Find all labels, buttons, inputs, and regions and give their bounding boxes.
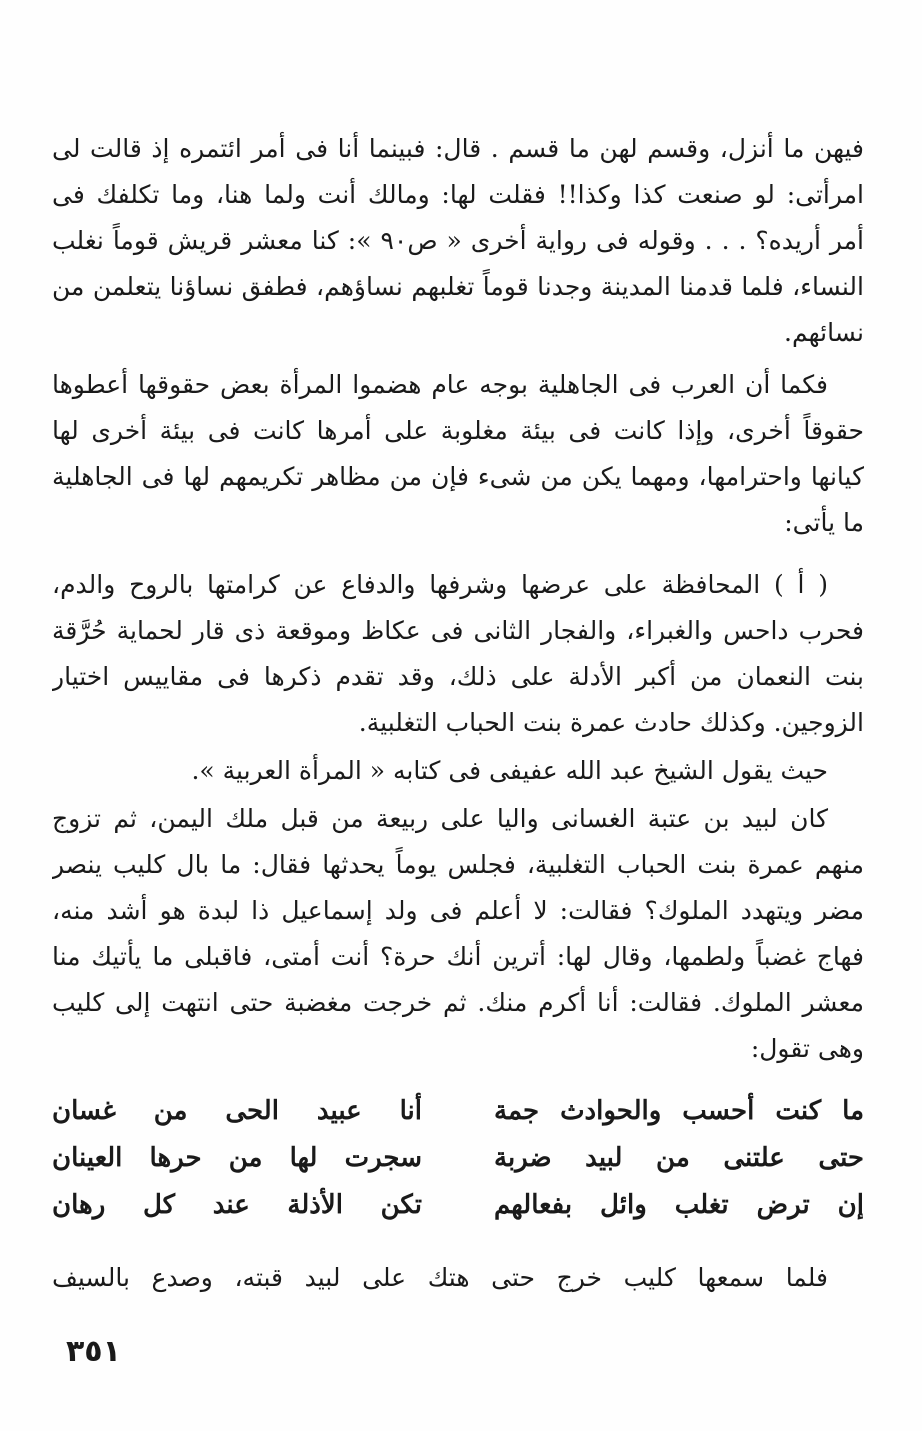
text-line: حيث يقول الشيخ عبد الله عفيفى فى كتابه « المرأة العربية ». [191,756,828,785]
poem-first-hemistich: إن ترض تغلب وائل بفعالهم [494,1190,864,1220]
text-line: فيهن ما أنزل، وقسم لهن ما قسم . قال: فبينما أنا فى أمر ائتمره إذ قالت لى [52,134,864,163]
closing-paragraph [52,1255,864,1301]
text-line: فلما سمعها كليب خرج حتى هتك على لبيد قبته، وصدع بالسيف [52,1263,828,1292]
paragraph-arabs-honor [52,362,864,546]
paragraph-umar-quote [52,126,864,356]
paragraph-point-a [52,562,864,746]
quote-introduction [52,748,864,794]
poem-second-hemistich: أنا عبيد الحى من غسان [52,1096,422,1126]
page-number: ٣٥١ [66,1334,121,1369]
poem-first-hemistich: حتى علتنى من لبيد ضربة [494,1143,864,1173]
text-line: كان لبيد بن عتبة الغسانى واليا على ربيعة من قبل ملك اليمن، ثم تزوج [52,804,828,833]
text-line: مضر ويتهدد الملوك؟ فقالت: لا أعلم فى ولد إسماعيل ذا لبدة هو أشد منه، [52,896,864,925]
text-line: الزوجين. وكذلك حادث عمرة بنت الحباب التغلبية. [358,708,864,737]
text-line: كيانها واحترامها، ومهما يكن من شىء فإن من مظاهر تكريمهم لها فى الجاهلية [52,462,864,491]
paragraph-story [52,796,864,1072]
text-line: فهاج غضباً ولطمها، وقال لها: أترين أنك حرة؟ أنت أمتى، فاقبلى ما يأتيك منا [52,942,864,971]
text-line: نسائهم. [784,318,864,347]
text-line: النساء، فلما قدمنا المدينة وجدنا قوماً تغلبهم نساؤهم، فطفق نساؤنا يتعلمن من [52,272,864,301]
poem-verse [52,1088,864,1135]
poem-verse [52,1182,864,1229]
text-line: أمر أريده؟ . . . وقوله فى رواية أخرى « ص٩٠ »: كنا معشر قريش قوماً نغلب [52,226,864,255]
text-line: حقوقاً أخرى، وإذا كانت فى بيئة مغلوبة على أمرها كانت فى بيئة أخرى لها [52,416,864,445]
poem-first-hemistich: ما كنت أحسب والحوادث جمة [494,1096,864,1126]
text-line: منهم عمرة بنت الحباب التغلبية، فجلس يوماً يحدثها فقال: ما بال كليب ينصر [52,850,864,879]
text-line: وهى تقول: [750,1034,864,1063]
text-line: ما يأتى: [784,508,864,537]
text-line: امرأتى: لو صنعت كذا وكذا!! فقلت لها: ومالك أنت ولما هنا، وما تكلفك فى [52,180,864,209]
poem-verse [52,1135,864,1182]
text-line: ( أ ) المحافظة على عرضها وشرفها والدفاع عن كرامتها بالروح والدم، [52,570,828,599]
text-line: فحرب داحس والغبراء، والفجار الثانى فى عكاظ وموقعة ذى قار لحماية حُرَّقة [52,616,864,645]
text-line: فكما أن العرب فى الجاهلية بوجه عام هضموا المرأة بعض حقوقها أعطوها [52,370,828,399]
poem-second-hemistich: سجرت لها من حرها العينان [52,1143,422,1173]
text-line: معشر الملوك. فقالت: أنا أكرم منك. ثم خرجت مغضبة حتى انتهت إلى كليب [52,988,864,1017]
text-line: بنت النعمان من أكبر الأدلة على ذلك، وقد تقدم ذكرها فى مقاييس اختيار [52,662,864,691]
poem-second-hemistich: تكن الأذلة عند كل رهان [52,1190,422,1220]
poem [52,1088,864,1229]
